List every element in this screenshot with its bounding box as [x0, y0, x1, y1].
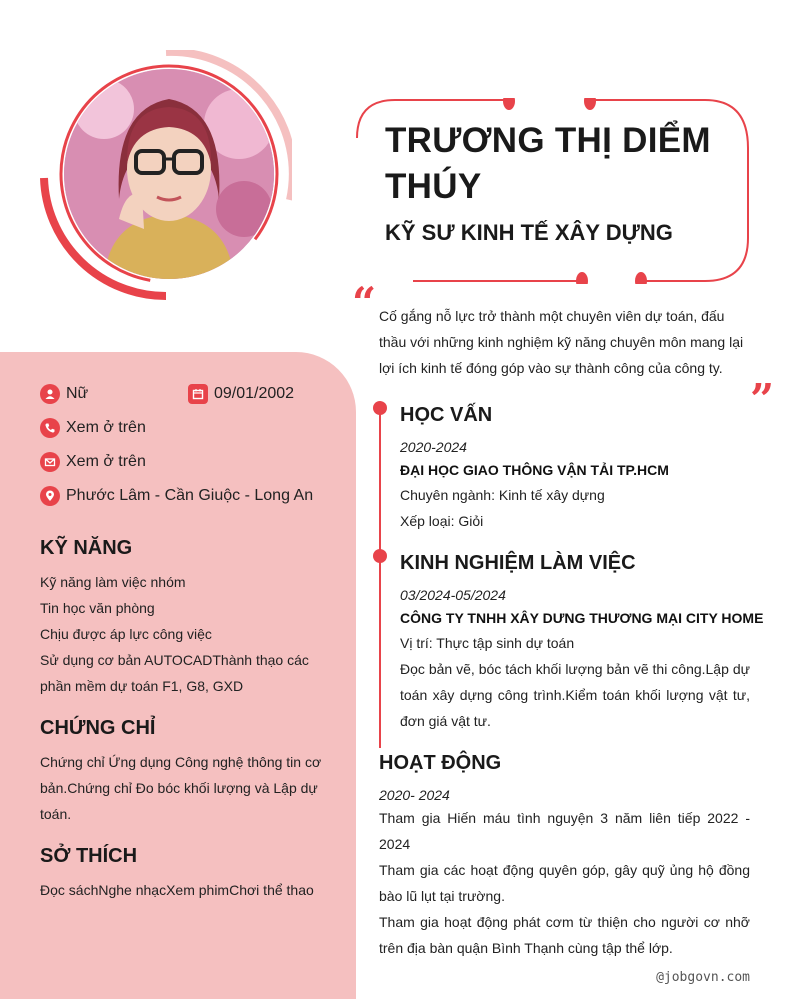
activities-list	[379, 805, 750, 961]
contact-email	[40, 452, 146, 472]
birthday-value: 09/01/2002	[214, 385, 295, 402]
candidate-name: TRƯƠNG THỊ DIỂM THÚY	[385, 121, 711, 206]
calendar-icon	[188, 384, 208, 404]
timeline-line	[379, 408, 381, 748]
avatar-frame	[40, 50, 292, 302]
contact-phone	[40, 418, 146, 438]
phone-icon	[40, 418, 60, 438]
contact-address	[40, 486, 313, 506]
hobbies-text: Đọc sáchNghe nhạcXem phimChơi thể thao	[40, 882, 314, 898]
activities-period: 2020- 2024	[379, 787, 450, 803]
certificates-text: Chứng chỉ Ứng dụng Công nghệ thông tin cơ bản.Chứng chỉ Đo bóc khối lượng và Lập dự toán.	[40, 754, 322, 822]
experience-title: KINH NGHIỆM LÀM VIỆC	[400, 552, 636, 574]
activity-item: Tham gia hoạt động phát cơm từ thiện cho người cơ nhỡ trên địa bàn quận Bình Thạnh cùng tập thể lớp.	[379, 914, 750, 956]
experience-period: 03/2024-05/2024	[400, 587, 506, 603]
career-objective: Cố gắng nỗ lực trở thành một chuyên viên dự toán, đấu thầu với những kinh nghiệm kỹ năng chuyên môn mang lại lợi ích kinh tế đóng góp vào sự thành công của công ty.	[379, 308, 744, 376]
contact-birthday	[188, 384, 294, 404]
gender-value: Nữ	[66, 385, 89, 402]
education-school: ĐẠI HỌC GIAO THÔNG VẬN TẢI TP.HCM	[400, 462, 669, 478]
education-period: 2020-2024	[400, 439, 467, 455]
skills-list	[40, 569, 340, 699]
experience-company: CÔNG TY TNHH XÂY DƯNG THƯƠNG MẠI CITY HOME	[400, 610, 764, 626]
activity-item: Tham gia các hoạt động quyên góp, gây quỹ ủng hộ đồng bào lũ lụt tại trường.	[379, 862, 750, 904]
education-dot	[373, 401, 387, 415]
phone-value: Xem ở trên	[66, 419, 146, 436]
experience-position: Vị trí: Thực tập sinh dự toán	[400, 635, 575, 651]
job-title: KỸ SƯ KINH TẾ XÂY DỰNG	[385, 220, 673, 245]
contact-gender	[40, 384, 88, 404]
person-icon	[40, 384, 60, 404]
experience-description: Đọc bản vẽ, bóc tách khối lượng bản vẽ thi công.Lập dự toán xây dựng công trình.Kiểm toán khối lượng vật tư, đơn giá vật tư.	[400, 661, 750, 729]
skill-item: Chịu được áp lực công việc	[40, 626, 212, 642]
skill-item: Tin học văn phòng	[40, 600, 155, 616]
mail-icon	[40, 452, 60, 472]
experience-dot	[373, 549, 387, 563]
avatar	[64, 69, 274, 279]
skill-item: Sử dụng cơ bản AUTOCADThành thạo các phần mềm dự toán F1, G8, GXD	[40, 652, 309, 694]
address-value: Phước Lâm - Cần Giuộc - Long An	[66, 487, 314, 504]
education-grade: Xếp loại: Giỏi	[400, 513, 484, 529]
hobbies-title: SỞ THÍCH	[40, 845, 138, 867]
education-title: HỌC VẤN	[400, 404, 493, 426]
email-value: Xem ở trên	[66, 453, 146, 470]
quote-close-icon: ”	[750, 375, 775, 424]
skills-title: KỸ NĂNG	[40, 537, 133, 559]
location-icon	[40, 486, 60, 506]
activities-title: HOẠT ĐỘNG	[379, 752, 502, 774]
activity-item: Tham gia Hiến máu tình nguyện 3 năm liên tiếp 2022 - 2024	[379, 810, 750, 852]
education-major: Chuyên ngành: Kinh tế xây dựng	[400, 487, 605, 503]
footer-watermark: @jobgovn.com	[656, 970, 750, 985]
skill-item: Kỹ năng làm việc nhóm	[40, 574, 186, 590]
portrait-illustration	[64, 69, 274, 279]
quote-open-icon: “	[352, 278, 377, 327]
certificates-title: CHỨNG CHỈ	[40, 717, 156, 739]
